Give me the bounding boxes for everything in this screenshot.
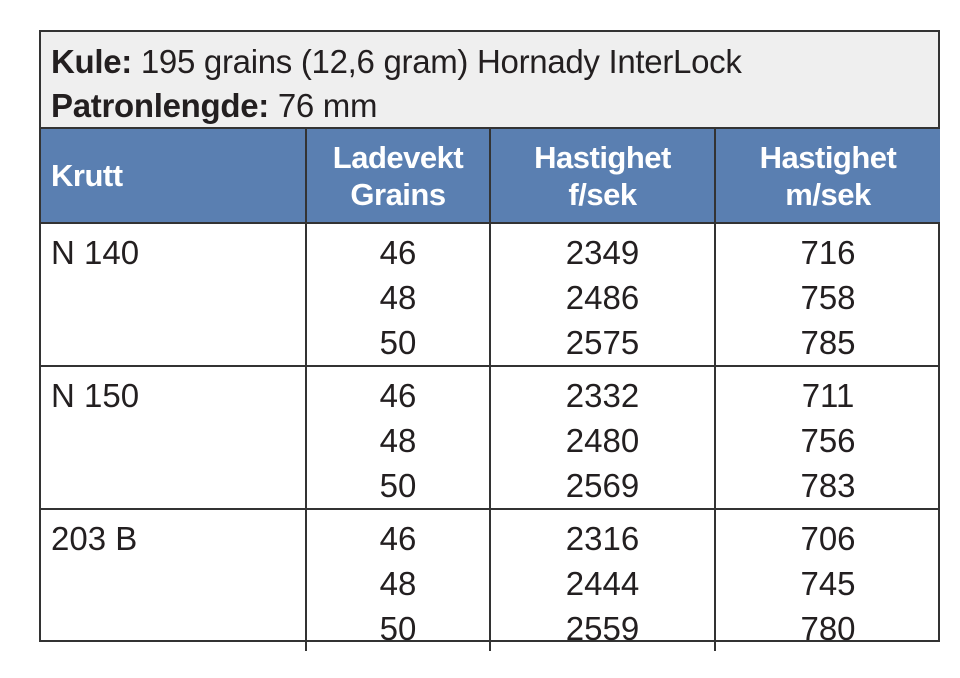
bullet-line [51, 40, 928, 84]
ladevekt-cell [306, 366, 490, 509]
column-header-ladevekt-line1: Ladevekt [332, 139, 464, 175]
table-heading [41, 32, 938, 129]
ladevekt-value: 50 [379, 324, 417, 361]
msek-value: 756 [800, 422, 856, 459]
table-row [41, 366, 940, 509]
column-header-hastighet-fsek [490, 129, 715, 223]
ladevekt-cell [306, 509, 490, 651]
msek-value: 780 [800, 610, 856, 647]
header-row [41, 129, 940, 223]
fsek-value: 2444 [565, 565, 640, 602]
column-header-ladevekt [306, 129, 490, 223]
krutt-name: 203 B [51, 520, 138, 557]
column-header-krutt-label: Krutt [51, 158, 123, 193]
column-header-hastighet-msek [715, 129, 940, 223]
ladevekt-value: 48 [379, 422, 417, 459]
fsek-value: 2332 [565, 377, 640, 414]
msek-value: 758 [800, 279, 856, 316]
table-row [41, 223, 940, 366]
fsek-value: 2486 [565, 279, 640, 316]
cartridge-length-value: 76 mm [268, 87, 378, 124]
ladevekt-value: 46 [379, 377, 417, 414]
krutt-cell [41, 223, 306, 366]
msek-value: 711 [801, 377, 855, 414]
msek-value: 716 [800, 234, 856, 271]
msek-value: 783 [800, 467, 856, 504]
column-header-ladevekt-line2: Grains [350, 176, 446, 212]
bullet-value: 195 grains (12,6 gram) Hornady InterLock [132, 43, 742, 80]
table-row [41, 509, 940, 651]
krutt-cell [41, 366, 306, 509]
ladevekt-value: 50 [379, 610, 417, 647]
msek-value: 706 [800, 520, 856, 557]
ladevekt-cell [306, 223, 490, 366]
msek-cell [715, 509, 940, 651]
fsek-value: 2569 [565, 467, 640, 504]
krutt-name: N 150 [51, 377, 140, 414]
load-table [41, 129, 940, 651]
ladevekt-value: 46 [379, 234, 417, 271]
msek-cell [715, 223, 940, 366]
ladevekt-value: 48 [379, 279, 417, 316]
fsek-cell [490, 366, 715, 509]
fsek-cell [490, 223, 715, 366]
krutt-cell [41, 509, 306, 651]
fsek-cell [490, 509, 715, 651]
column-header-hastighet-fsek-line1: Hastighet [534, 139, 671, 175]
fsek-value: 2559 [565, 610, 640, 647]
ladevekt-value: 48 [379, 565, 417, 602]
column-header-hastighet-fsek-line2: f/sek [568, 176, 637, 212]
ladevekt-value: 50 [379, 467, 417, 504]
fsek-value: 2349 [565, 234, 640, 271]
krutt-name: N 140 [51, 234, 140, 271]
bullet-label: Kule: [51, 43, 133, 80]
msek-value: 785 [800, 324, 856, 361]
column-header-hastighet-msek-line1: Hastighet [759, 139, 897, 175]
msek-cell [715, 366, 940, 509]
column-header-hastighet-msek-line2: m/sek [785, 176, 871, 212]
cartridge-length-label: Patronlengde: [51, 87, 269, 124]
fsek-value: 2480 [565, 422, 640, 459]
msek-value: 745 [800, 565, 856, 602]
fsek-value: 2316 [565, 520, 640, 557]
fsek-value: 2575 [565, 324, 640, 361]
cartridge-length-line [51, 84, 928, 128]
column-header-krutt [41, 129, 306, 223]
ladevekt-value: 46 [379, 520, 417, 557]
load-data-table-frame [39, 30, 940, 647]
